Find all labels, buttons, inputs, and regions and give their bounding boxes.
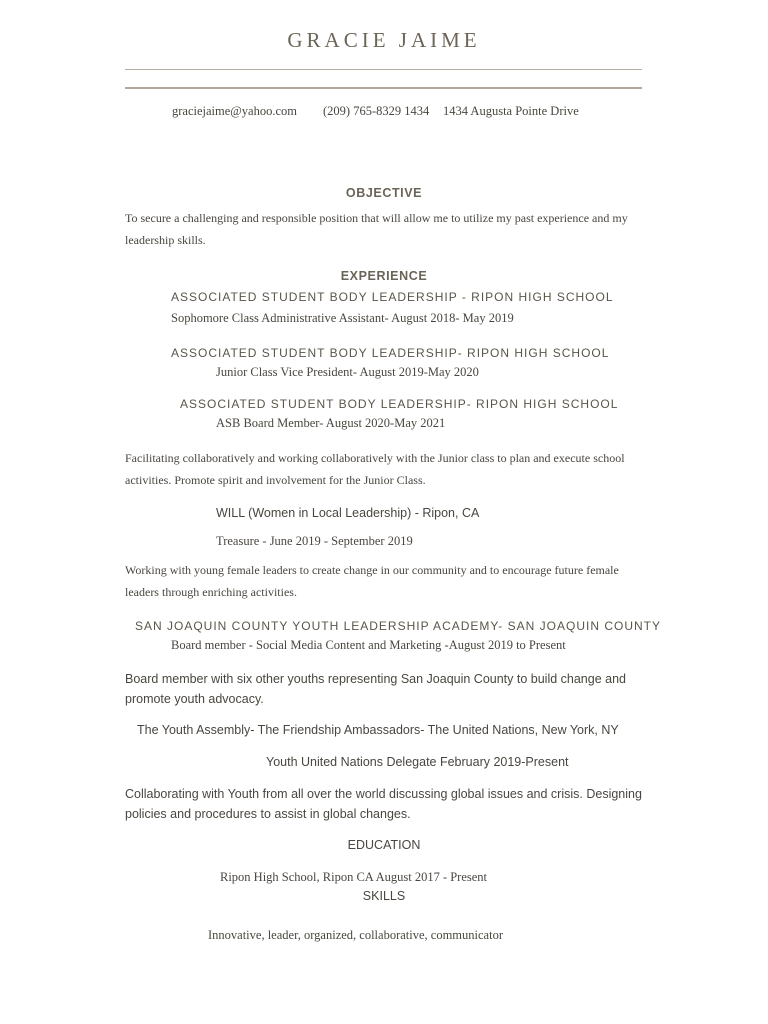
- objective-text: To secure a challenging and responsible position that will allow me to utilize my past experience and my leadership skills.: [125, 211, 628, 247]
- email-link[interactable]: graciejaime@yahoo.com: [172, 104, 297, 118]
- experience-org: The Youth Assembly- The Friendship Ambassadors- The United Nations, New York, NY: [137, 723, 619, 737]
- experience-role: ASB Board Member- August 2020-May 2021: [216, 416, 446, 430]
- phone-number: (209) 765-8329 1434: [323, 104, 430, 118]
- header-divider-thick: [125, 87, 642, 89]
- address: 1434 Augusta Pointe Drive: [443, 104, 579, 118]
- skills-heading: SKILLS: [362, 889, 406, 903]
- header-divider-thin: [125, 69, 642, 70]
- experience-role: Board member - Social Media Content and Marketing -August 2019 to Present: [171, 638, 566, 652]
- experience-heading: EXPERIENCE: [340, 269, 428, 283]
- education-entry: Ripon High School, Ripon CA August 2017 - Present: [220, 870, 488, 884]
- experience-description: Board member with six other youths representing San Joaquin County to build change and promote youth advocacy.: [125, 672, 626, 706]
- experience-description: Facilitating collaboratively and working collaboratively with the Junior class to plan and execute school activities. Promote spirit and involvement for the Junior Class.: [125, 451, 625, 487]
- experience-org: SAN JOAQUIN COUNTY YOUTH LEADERSHIP ACADEMY- SAN JOAQUIN COUNTY: [135, 619, 661, 633]
- objective-heading: OBJECTIVE: [345, 186, 423, 200]
- resume-name: GRACIE JAIME: [287, 28, 481, 52]
- experience-role: Junior Class Vice President- August 2019-May 2020: [216, 365, 479, 379]
- experience-org: ASSOCIATED STUDENT BODY LEADERSHIP - RIPON HIGH SCHOOL: [171, 290, 614, 304]
- education-heading: EDUCATION: [347, 838, 421, 852]
- experience-org: WILL (Women in Local Leadership) - Ripon, CA: [216, 506, 480, 520]
- experience-role: Youth United Nations Delegate February 2019-Present: [266, 755, 569, 769]
- experience-org: ASSOCIATED STUDENT BODY LEADERSHIP- RIPON HIGH SCHOOL: [171, 346, 610, 360]
- experience-role: Sophomore Class Administrative Assistant- August 2018- May 2019: [171, 311, 514, 325]
- experience-description: Collaborating with Youth from all over the world discussing global issues and crisis. Designing policies and procedures to assist in global changes.: [125, 787, 642, 821]
- experience-description: Working with young female leaders to create change in our community and to encourage future female leaders through enriching activities.: [125, 563, 619, 599]
- experience-org: ASSOCIATED STUDENT BODY LEADERSHIP- RIPON HIGH SCHOOL: [180, 397, 619, 411]
- skills-text: Innovative, leader, organized, collaborative, communicator: [208, 928, 503, 942]
- experience-role: Treasure - June 2019 - September 2019: [216, 534, 413, 548]
